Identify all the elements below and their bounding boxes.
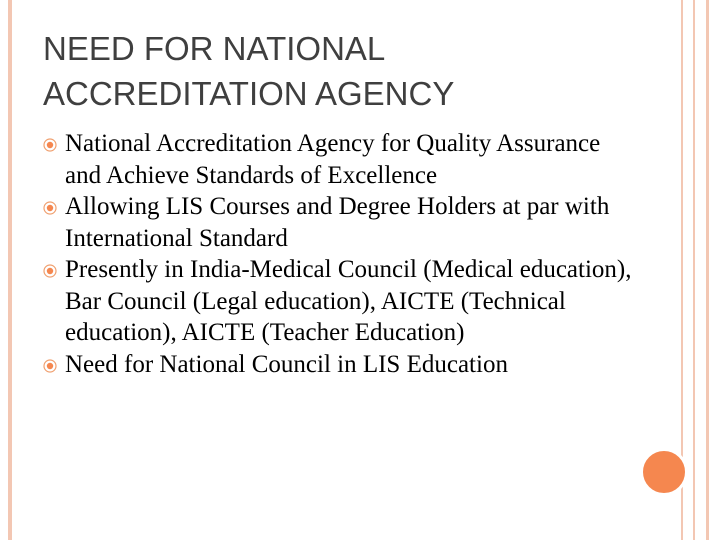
- bullet-text: Need for National Council in LIS Education: [65, 350, 508, 378]
- sun-bullet-icon: [43, 359, 57, 373]
- sun-bullet-icon: [43, 264, 57, 278]
- bullet-item: [43, 191, 633, 254]
- bullet-text: Presently in India-Medical Council (Medical education), Bar Council (Legal education), AICTE (Technical education), AICTE (Teacher Education): [65, 256, 632, 346]
- bullet-item: [43, 349, 633, 381]
- bullet-text: National Accreditation Agency for Quality Assurance and Achieve Standards of Excellence: [65, 130, 601, 189]
- right-border-outer-stripe: [706, 0, 709, 540]
- bullet-item: [43, 128, 633, 191]
- bullet-text: Allowing LIS Courses and Degree Holders at par with International Standard: [65, 193, 610, 252]
- slide-title: NEED FOR NATIONAL ACCREDITATION AGENCY: [43, 30, 455, 112]
- bullet-item: [43, 254, 633, 349]
- sun-bullet-icon: [43, 138, 57, 152]
- orange-circle-icon: [640, 448, 688, 496]
- left-border-stripe: [8, 0, 12, 540]
- sun-bullet-icon: [43, 201, 57, 215]
- bullet-list: [43, 128, 633, 380]
